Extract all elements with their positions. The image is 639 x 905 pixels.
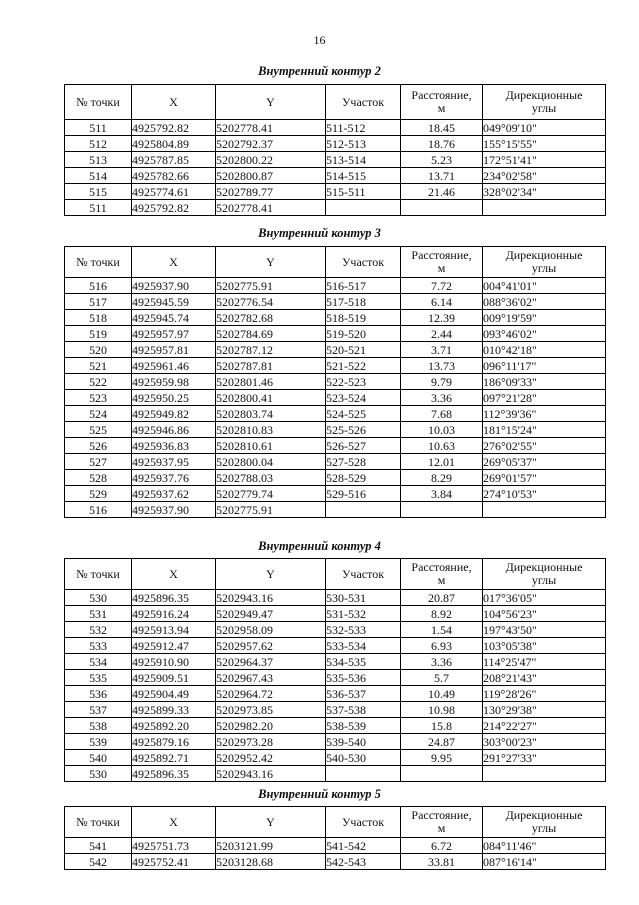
x-coordinate-cell: 4925945.74 xyxy=(132,310,216,326)
distance-cell: 8.29 xyxy=(401,470,483,486)
segment-cell: 515-511 xyxy=(326,184,401,200)
direction-angle-cell xyxy=(483,502,606,518)
x-coordinate-cell: 4925782.66 xyxy=(132,168,216,184)
distance-cell: 20.87 xyxy=(401,590,483,606)
table-row xyxy=(65,470,606,486)
point-number-cell: 529 xyxy=(65,486,132,502)
contour-title: Внутренний контур 5 xyxy=(258,787,381,801)
point-number-cell: 516 xyxy=(65,502,132,518)
x-coordinate-cell: 4925751.73 xyxy=(132,838,216,854)
header-y: Y xyxy=(266,254,275,269)
direction-angle-cell: 269°05'37" xyxy=(483,454,606,470)
y-coordinate-cell: 5202801.46 xyxy=(216,374,326,390)
direction-angle-cell: 269°01'57" xyxy=(483,470,606,486)
distance-cell: 2.44 xyxy=(401,326,483,342)
point-number-cell: 511 xyxy=(65,200,132,216)
table-row xyxy=(65,120,606,136)
direction-angle-cell: 084°11'46" xyxy=(483,838,606,854)
segment-cell: 533-534 xyxy=(326,638,401,654)
y-coordinate-cell: 5202800.41 xyxy=(216,390,326,406)
table-row xyxy=(65,438,606,454)
x-coordinate-cell: 4925752.41 xyxy=(132,854,216,870)
header-row xyxy=(65,559,606,590)
y-coordinate-cell: 5202982.20 xyxy=(216,718,326,734)
x-coordinate-cell: 4925937.90 xyxy=(132,502,216,518)
direction-angle-cell: 234°02'58" xyxy=(483,168,606,184)
header-distance: Расстояние, м xyxy=(411,560,472,587)
x-coordinate-cell: 4925949.82 xyxy=(132,406,216,422)
segment-cell: 518-519 xyxy=(326,310,401,326)
segment-cell: 536-537 xyxy=(326,686,401,702)
header-direction: Дирекционные углы xyxy=(505,88,583,115)
point-number-cell: 518 xyxy=(65,310,132,326)
direction-angle-cell: 197°43'50" xyxy=(483,622,606,638)
table-row xyxy=(65,406,606,422)
segment-cell: 520-521 xyxy=(326,342,401,358)
table-row xyxy=(65,838,606,854)
header-distance: Расстояние, м xyxy=(411,808,472,835)
distance-cell: 3.71 xyxy=(401,342,483,358)
table-row xyxy=(65,184,606,200)
y-coordinate-cell: 5202943.16 xyxy=(216,766,326,782)
table-row xyxy=(65,638,606,654)
contour-title: Внутренний контур 4 xyxy=(258,539,381,553)
segment-cell: 532-533 xyxy=(326,622,401,638)
distance-cell: 33.81 xyxy=(401,854,483,870)
segment-cell: 521-522 xyxy=(326,358,401,374)
table-row xyxy=(65,734,606,750)
header-point: № точки xyxy=(76,566,120,581)
segment-cell: 531-532 xyxy=(326,606,401,622)
header-y: Y xyxy=(266,94,275,109)
y-coordinate-cell: 5202775.91 xyxy=(216,278,326,294)
direction-angle-cell: 009°19'59" xyxy=(483,310,606,326)
direction-angle-cell: 274°10'53" xyxy=(483,486,606,502)
table-row xyxy=(65,390,606,406)
x-coordinate-cell: 4925774.61 xyxy=(132,184,216,200)
header-row xyxy=(65,807,606,838)
distance-cell: 5.23 xyxy=(401,152,483,168)
direction-angle-cell: 303°00'23" xyxy=(483,734,606,750)
distance-cell: 5.7 xyxy=(401,670,483,686)
direction-angle-cell xyxy=(483,200,606,216)
header-distance: Расстояние, м xyxy=(411,88,472,115)
distance-cell: 3.84 xyxy=(401,486,483,502)
x-coordinate-cell: 4925910.90 xyxy=(132,654,216,670)
header-row xyxy=(65,247,606,278)
point-number-cell: 536 xyxy=(65,686,132,702)
x-coordinate-cell: 4925904.49 xyxy=(132,686,216,702)
x-coordinate-cell: 4925957.97 xyxy=(132,326,216,342)
distance-cell: 18.45 xyxy=(401,120,483,136)
y-coordinate-cell: 5202952.42 xyxy=(216,750,326,766)
y-coordinate-cell: 5202792.37 xyxy=(216,136,326,152)
x-coordinate-cell: 4925896.35 xyxy=(132,766,216,782)
point-number-cell: 535 xyxy=(65,670,132,686)
direction-angle-cell: 276°02'55" xyxy=(483,438,606,454)
point-number-cell: 512 xyxy=(65,136,132,152)
y-coordinate-cell: 5202810.61 xyxy=(216,438,326,454)
segment-cell: 516-517 xyxy=(326,278,401,294)
point-number-cell: 533 xyxy=(65,638,132,654)
segment-cell: 517-518 xyxy=(326,294,401,310)
distance-cell: 3.36 xyxy=(401,390,483,406)
direction-angle-cell xyxy=(483,766,606,782)
segment-cell: 519-520 xyxy=(326,326,401,342)
point-number-cell: 530 xyxy=(65,766,132,782)
coordinates-table xyxy=(64,558,606,782)
table-row xyxy=(65,422,606,438)
segment-cell xyxy=(326,766,401,782)
y-coordinate-cell: 5202967.43 xyxy=(216,670,326,686)
table-row xyxy=(65,152,606,168)
segment-cell: 539-540 xyxy=(326,734,401,750)
point-number-cell: 540 xyxy=(65,750,132,766)
table-row xyxy=(65,454,606,470)
x-coordinate-cell: 4925961.46 xyxy=(132,358,216,374)
distance-cell: 6.72 xyxy=(401,838,483,854)
x-coordinate-cell: 4925909.51 xyxy=(132,670,216,686)
y-coordinate-cell: 5202973.85 xyxy=(216,702,326,718)
table-row xyxy=(65,766,606,782)
x-coordinate-cell: 4925916.24 xyxy=(132,606,216,622)
segment-cell: 514-515 xyxy=(326,168,401,184)
direction-angle-cell: 097°21'28" xyxy=(483,390,606,406)
x-coordinate-cell: 4925945.59 xyxy=(132,294,216,310)
point-number-cell: 526 xyxy=(65,438,132,454)
segment-cell: 522-523 xyxy=(326,374,401,390)
distance-cell: 7.72 xyxy=(401,278,483,294)
distance-cell: 10.98 xyxy=(401,702,483,718)
distance-cell: 13.71 xyxy=(401,168,483,184)
table-row xyxy=(65,358,606,374)
distance-cell xyxy=(401,766,483,782)
header-point: № точки xyxy=(76,94,120,109)
coordinates-table xyxy=(64,246,606,518)
header-x: X xyxy=(169,94,178,109)
x-coordinate-cell: 4925950.25 xyxy=(132,390,216,406)
x-coordinate-cell: 4925787.85 xyxy=(132,152,216,168)
y-coordinate-cell: 5202943.16 xyxy=(216,590,326,606)
distance-cell: 21.46 xyxy=(401,184,483,200)
coordinates-table xyxy=(64,84,606,216)
segment-cell: 537-538 xyxy=(326,702,401,718)
table-row xyxy=(65,136,606,152)
header-point: № точки xyxy=(76,254,120,269)
distance-cell: 24.87 xyxy=(401,734,483,750)
y-coordinate-cell: 5202803.74 xyxy=(216,406,326,422)
distance-cell: 3.36 xyxy=(401,654,483,670)
point-number-cell: 542 xyxy=(65,854,132,870)
x-coordinate-cell: 4925913.94 xyxy=(132,622,216,638)
distance-cell: 6.93 xyxy=(401,638,483,654)
y-coordinate-cell: 5202958.09 xyxy=(216,622,326,638)
point-number-cell: 538 xyxy=(65,718,132,734)
header-x: X xyxy=(169,566,178,581)
distance-cell: 18.76 xyxy=(401,136,483,152)
direction-angle-cell: 004°41'01" xyxy=(483,278,606,294)
segment-cell: 524-525 xyxy=(326,406,401,422)
table-row xyxy=(65,670,606,686)
table-row xyxy=(65,168,606,184)
point-number-cell: 514 xyxy=(65,168,132,184)
y-coordinate-cell: 5202973.28 xyxy=(216,734,326,750)
distance-cell: 9.79 xyxy=(401,374,483,390)
table-row xyxy=(65,606,606,622)
y-coordinate-cell: 5202778.41 xyxy=(216,200,326,216)
y-coordinate-cell: 5202964.37 xyxy=(216,654,326,670)
table-row xyxy=(65,686,606,702)
direction-angle-cell: 186°09'33" xyxy=(483,374,606,390)
table-row xyxy=(65,342,606,358)
point-number-cell: 511 xyxy=(65,120,132,136)
segment-cell xyxy=(326,502,401,518)
x-coordinate-cell: 4925936.83 xyxy=(132,438,216,454)
point-number-cell: 534 xyxy=(65,654,132,670)
distance-cell: 15.8 xyxy=(401,718,483,734)
distance-cell: 1.54 xyxy=(401,622,483,638)
table-row xyxy=(65,622,606,638)
point-number-cell: 521 xyxy=(65,358,132,374)
x-coordinate-cell: 4925792.82 xyxy=(132,120,216,136)
segment-cell: 535-536 xyxy=(326,670,401,686)
table-row xyxy=(65,310,606,326)
y-coordinate-cell: 5202800.22 xyxy=(216,152,326,168)
direction-angle-cell: 010°42'18" xyxy=(483,342,606,358)
table-row xyxy=(65,374,606,390)
direction-angle-cell: 155°15'55" xyxy=(483,136,606,152)
point-number-cell: 517 xyxy=(65,294,132,310)
y-coordinate-cell: 5202789.77 xyxy=(216,184,326,200)
y-coordinate-cell: 5202964.72 xyxy=(216,686,326,702)
x-coordinate-cell: 4925804.89 xyxy=(132,136,216,152)
y-coordinate-cell: 5203121.99 xyxy=(216,838,326,854)
table-row xyxy=(65,750,606,766)
point-number-cell: 528 xyxy=(65,470,132,486)
distance-cell: 7.68 xyxy=(401,406,483,422)
direction-angle-cell: 088°36'02" xyxy=(483,294,606,310)
table-row xyxy=(65,486,606,502)
y-coordinate-cell: 5202778.41 xyxy=(216,120,326,136)
direction-angle-cell: 214°22'27" xyxy=(483,718,606,734)
header-direction: Дирекционные углы xyxy=(505,560,583,587)
point-number-cell: 527 xyxy=(65,454,132,470)
table-row xyxy=(65,200,606,216)
table-row xyxy=(65,278,606,294)
table-row xyxy=(65,718,606,734)
direction-angle-cell: 114°25'47" xyxy=(483,654,606,670)
segment-cell: 526-527 xyxy=(326,438,401,454)
header-distance: Расстояние, м xyxy=(411,248,472,275)
y-coordinate-cell: 5202810.83 xyxy=(216,422,326,438)
direction-angle-cell: 103°05'38" xyxy=(483,638,606,654)
x-coordinate-cell: 4925899.33 xyxy=(132,702,216,718)
x-coordinate-cell: 4925937.62 xyxy=(132,486,216,502)
direction-angle-cell: 130°29'38" xyxy=(483,702,606,718)
point-number-cell: 539 xyxy=(65,734,132,750)
y-coordinate-cell: 5202949.47 xyxy=(216,606,326,622)
table-row xyxy=(65,294,606,310)
segment-cell: 527-528 xyxy=(326,454,401,470)
direction-angle-cell: 119°28'26" xyxy=(483,686,606,702)
x-coordinate-cell: 4925946.86 xyxy=(132,422,216,438)
header-direction: Дирекционные углы xyxy=(505,808,583,835)
header-segment: Участок xyxy=(341,814,385,829)
x-coordinate-cell: 4925957.81 xyxy=(132,342,216,358)
direction-angle-cell: 112°39'36" xyxy=(483,406,606,422)
point-number-cell: 532 xyxy=(65,622,132,638)
distance-cell: 10.03 xyxy=(401,422,483,438)
segment-cell: 511-512 xyxy=(326,120,401,136)
point-number-cell: 530 xyxy=(65,590,132,606)
segment-cell: 523-524 xyxy=(326,390,401,406)
y-coordinate-cell: 5202784.69 xyxy=(216,326,326,342)
table-row xyxy=(65,502,606,518)
distance-cell: 6.14 xyxy=(401,294,483,310)
y-coordinate-cell: 5202779.74 xyxy=(216,486,326,502)
distance-cell: 12.39 xyxy=(401,310,483,326)
segment-cell xyxy=(326,200,401,216)
direction-angle-cell: 087°16'14" xyxy=(483,854,606,870)
x-coordinate-cell: 4925792.82 xyxy=(132,200,216,216)
header-x: X xyxy=(169,254,178,269)
direction-angle-cell: 181°15'24" xyxy=(483,422,606,438)
y-coordinate-cell: 5202787.12 xyxy=(216,342,326,358)
direction-angle-cell: 093°46'02" xyxy=(483,326,606,342)
y-coordinate-cell: 5202788.03 xyxy=(216,470,326,486)
x-coordinate-cell: 4925937.76 xyxy=(132,470,216,486)
table-row xyxy=(65,590,606,606)
direction-angle-cell: 104°56'23" xyxy=(483,606,606,622)
header-y: Y xyxy=(266,814,275,829)
y-coordinate-cell: 5202776.54 xyxy=(216,294,326,310)
table-row xyxy=(65,702,606,718)
segment-cell: 541-542 xyxy=(326,838,401,854)
x-coordinate-cell: 4925937.90 xyxy=(132,278,216,294)
y-coordinate-cell: 5202957.62 xyxy=(216,638,326,654)
direction-angle-cell: 172°51'41" xyxy=(483,152,606,168)
x-coordinate-cell: 4925959.98 xyxy=(132,374,216,390)
segment-cell: 540-530 xyxy=(326,750,401,766)
segment-cell: 530-531 xyxy=(326,590,401,606)
segment-cell: 542-543 xyxy=(326,854,401,870)
point-number-cell: 513 xyxy=(65,152,132,168)
segment-cell: 513-514 xyxy=(326,152,401,168)
distance-cell: 8.92 xyxy=(401,606,483,622)
header-segment: Участок xyxy=(341,94,385,109)
distance-cell: 9.95 xyxy=(401,750,483,766)
distance-cell xyxy=(401,502,483,518)
point-number-cell: 531 xyxy=(65,606,132,622)
x-coordinate-cell: 4925892.71 xyxy=(132,750,216,766)
distance-cell: 12.01 xyxy=(401,454,483,470)
direction-angle-cell: 291°27'33" xyxy=(483,750,606,766)
header-segment: Участок xyxy=(341,566,385,581)
segment-cell: 538-539 xyxy=(326,718,401,734)
segment-cell: 528-529 xyxy=(326,470,401,486)
contour-title: Внутренний контур 2 xyxy=(258,64,381,78)
table-row xyxy=(65,854,606,870)
direction-angle-cell: 017°36'05" xyxy=(483,590,606,606)
direction-angle-cell: 049°09'10" xyxy=(483,120,606,136)
point-number-cell: 537 xyxy=(65,702,132,718)
page-number: 16 xyxy=(313,33,326,47)
contour-title: Внутренний контур 3 xyxy=(258,226,381,240)
y-coordinate-cell: 5202782.68 xyxy=(216,310,326,326)
point-number-cell: 520 xyxy=(65,342,132,358)
header-direction: Дирекционные углы xyxy=(505,248,583,275)
point-number-cell: 516 xyxy=(65,278,132,294)
y-coordinate-cell: 5202787.81 xyxy=(216,358,326,374)
point-number-cell: 522 xyxy=(65,374,132,390)
header-x: X xyxy=(169,814,178,829)
point-number-cell: 523 xyxy=(65,390,132,406)
y-coordinate-cell: 5202800.04 xyxy=(216,454,326,470)
distance-cell: 10.49 xyxy=(401,686,483,702)
table-row xyxy=(65,326,606,342)
header-segment: Участок xyxy=(341,254,385,269)
point-number-cell: 541 xyxy=(65,838,132,854)
distance-cell: 10.63 xyxy=(401,438,483,454)
y-coordinate-cell: 5202800.87 xyxy=(216,168,326,184)
point-number-cell: 525 xyxy=(65,422,132,438)
point-number-cell: 524 xyxy=(65,406,132,422)
y-coordinate-cell: 5202775.91 xyxy=(216,502,326,518)
direction-angle-cell: 328°02'34" xyxy=(483,184,606,200)
x-coordinate-cell: 4925879.16 xyxy=(132,734,216,750)
header-row xyxy=(65,85,606,120)
x-coordinate-cell: 4925937.95 xyxy=(132,454,216,470)
point-number-cell: 519 xyxy=(65,326,132,342)
distance-cell xyxy=(401,200,483,216)
x-coordinate-cell: 4925896.35 xyxy=(132,590,216,606)
point-number-cell: 515 xyxy=(65,184,132,200)
header-y: Y xyxy=(266,566,275,581)
x-coordinate-cell: 4925912.47 xyxy=(132,638,216,654)
header-point: № точки xyxy=(76,814,120,829)
segment-cell: 529-516 xyxy=(326,486,401,502)
y-coordinate-cell: 5203128.68 xyxy=(216,854,326,870)
table-row xyxy=(65,654,606,670)
coordinates-table xyxy=(64,806,606,870)
distance-cell: 13.73 xyxy=(401,358,483,374)
direction-angle-cell: 096°11'17" xyxy=(483,358,606,374)
segment-cell: 534-535 xyxy=(326,654,401,670)
segment-cell: 525-526 xyxy=(326,422,401,438)
segment-cell: 512-513 xyxy=(326,136,401,152)
x-coordinate-cell: 4925892.20 xyxy=(132,718,216,734)
direction-angle-cell: 208°21'43" xyxy=(483,670,606,686)
